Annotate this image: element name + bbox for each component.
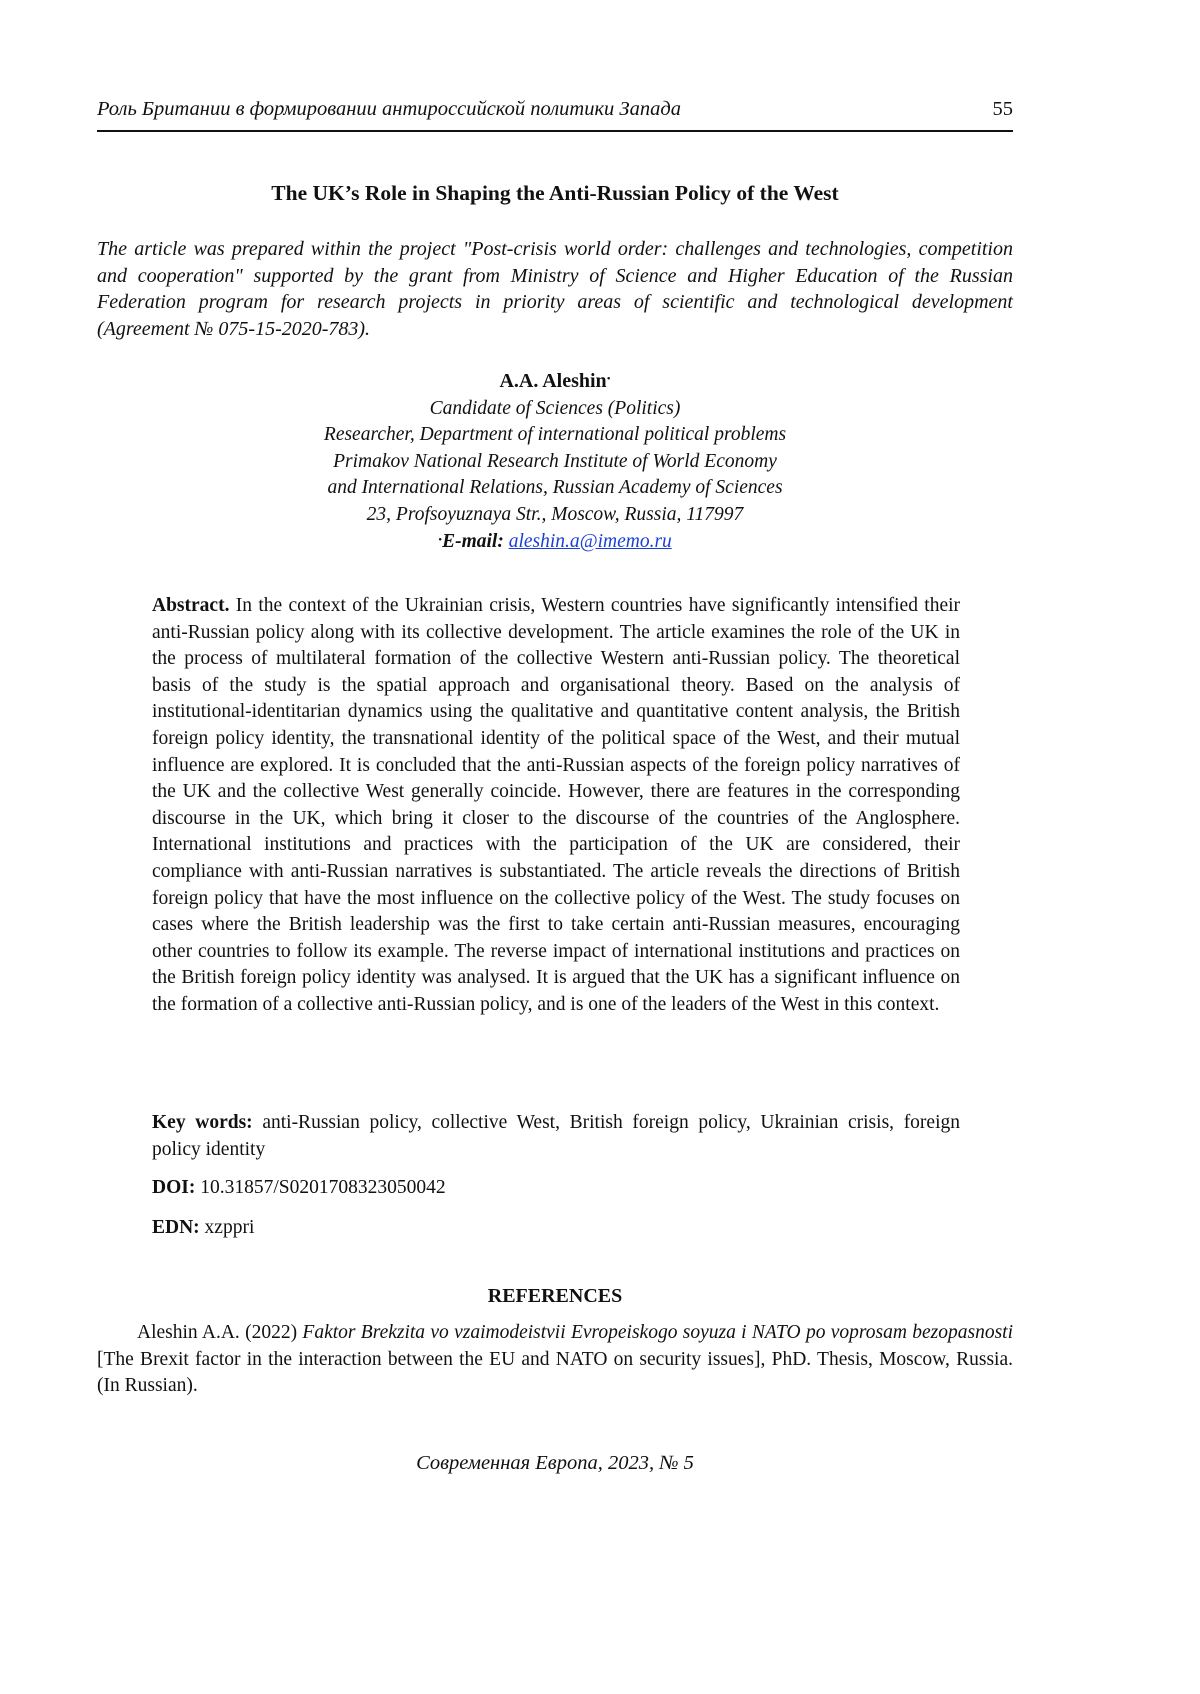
reference-entry (97, 1320, 1013, 1400)
article-title: The UK’s Role in Shaping the Anti-Russian Policy of the West (271, 181, 839, 205)
edn-label: EDN: (152, 1217, 200, 1238)
abstract-label: Abstract. (152, 595, 230, 616)
edn-value: xzppri (204, 1217, 255, 1238)
journal-footer: Современная Европа, 2023, № 5 (416, 1452, 694, 1474)
author-block (97, 368, 1013, 555)
reference-title: Faktor Brekzita vo vzaimodeistvii Evropeiskogo soyuza i NATO po voprosam bezopasnosti (302, 1322, 1014, 1343)
keywords-label: Key words: (152, 1112, 253, 1133)
doi-label: DOI: (152, 1177, 196, 1198)
email-link[interactable]: aleshin.a@imemo.ru (508, 530, 672, 552)
author-institution-2: and International Relations, Russian Academy of Sciences (327, 477, 783, 499)
reference-rest: [The Brexit factor in the interaction between the EU and NATO on security issues], PhD. Thesis, Moscow, Russia. (In Russian). (97, 1348, 1013, 1397)
author-position: Researcher, Department of international political problems (323, 424, 787, 446)
reference-author-year: Aleshin A.A. (2022) (137, 1322, 298, 1343)
doi-value: 10.31857/S0201708323050042 (200, 1177, 446, 1198)
doi (152, 1177, 960, 1199)
edn (152, 1217, 960, 1239)
email-label: E-mail: (442, 530, 504, 552)
email-mark: • (438, 533, 443, 546)
keywords-text: anti-Russian policy, collective West, British foreign policy, Ukrainian crisis, foreign policy identity (152, 1112, 960, 1160)
author-degree: Candidate of Sciences (Politics) (429, 397, 681, 419)
author-name: A.A. Aleshin (499, 370, 607, 392)
running-title: Роль Британии в формировании антироссийской политики Запада (97, 98, 681, 120)
running-header (97, 96, 1013, 132)
references-heading: REFERENCES (487, 1285, 623, 1307)
abstract (152, 593, 960, 1019)
author-address: 23, Profsoyuznaya Str., Moscow, Russia, 117997 (366, 503, 744, 525)
keywords (152, 1110, 960, 1163)
abstract-text: In the context of the Ukrainian crisis, Western countries have significantly intensified their anti-Russian policy along with its collective development. The article examines the role of the UK in the process of multilateral formation of the collective Western anti-Russian policy. The theoretical basis of the study is the spatial approach and organisational theory. Based on the analysis of institutional-identitarian dynamics using the qualitative and quantitative content analysis, the British foreign policy identity, the transnational identity of the political space of the West, and their mutual influence are explored. It is concluded that the anti-Russian aspects of the foreign policy narratives of the UK and the collective West generally coincide. However, there are features in the corresponding discourse in the UK, which bring it closer to the discourse of the countries of the Anglosphere. International institutions and practices with the participation of the UK are considered, their compliance with anti-Russian narratives is substantiated. The article reveals the directions of British foreign policy that have the most influence on the collective policy of the West. The study focuses on cases where the British leadership was the first to take certain anti-Russian measures, encouraging other countries to follow its example. The reverse impact of international institutions and practices on the British foreign policy identity was analysed. It is argued that the UK has a significant influence on the formation of a collective anti-Russian policy, and is one of the leaders of the West in this context. (152, 595, 961, 1015)
page-number: 55 (992, 98, 1013, 120)
author-name-line (97, 368, 1013, 396)
grant-note: The article was prepared within the project "Post-crisis world order: challenges and technologies, competition and cooperation" supported by the grant from Ministry of Science and Higher Education of the Russian Federation program for research projects in priority areas of scientific and technological development (Agreement № 075-15-2020-783). (97, 238, 1013, 340)
author-email-line (97, 529, 1013, 556)
author-institution-1: Primakov National Research Institute of World Economy (333, 450, 777, 472)
author-mark: • (606, 373, 611, 385)
